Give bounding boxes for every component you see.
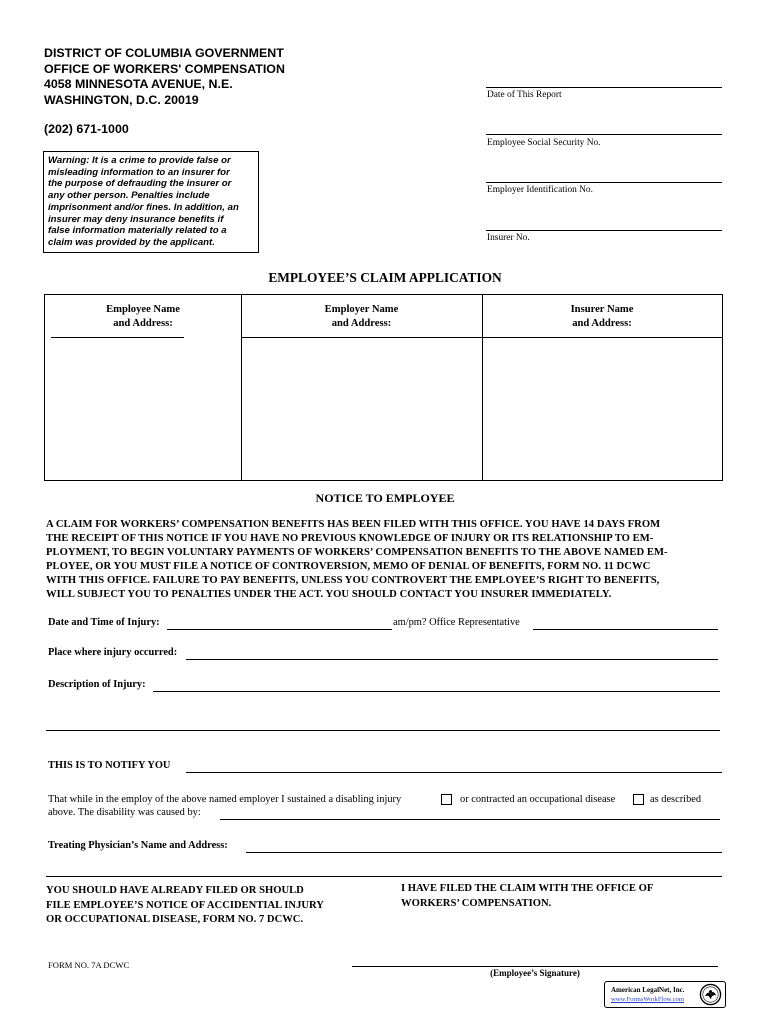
warning-line: claim was provided by the applicant. — [48, 236, 215, 248]
employer-address-field[interactable] — [242, 339, 482, 480]
disability-cause-field[interactable] — [220, 819, 720, 820]
form-title: EMPLOYEE’S CLAIM APPLICATION — [268, 270, 502, 285]
insurer-header-rule — [483, 337, 722, 338]
filed-claim-statement — [401, 882, 653, 911]
employer-header-line2: and Address: — [331, 318, 392, 329]
city-address: WASHINGTON, D.C. 20019 — [44, 92, 199, 107]
employee-header-line1: Employee Name — [106, 304, 180, 315]
warning-line: the purpose of defrauding the insurer or — [48, 178, 232, 190]
employee-header-rule — [51, 337, 184, 338]
as-described-text: as described — [650, 794, 702, 805]
notice-line: WITH THIS OFFICE. FAILURE TO PAY BENEFITS, UNLESS YOU CONTROVERT THE EMPLOYEE’S RIGHT TO BENEFITS, — [46, 575, 660, 586]
agency-name: DISTRICT OF COLUMBIA GOVERNMENT — [44, 46, 284, 60]
publisher-name: American LegalNet, Inc. — [611, 986, 685, 994]
insurer-number-field[interactable] — [486, 230, 722, 231]
warning-line: insurer may deny insurance benefits if — [48, 213, 224, 225]
disabling-injury-checkbox[interactable] — [441, 794, 452, 805]
notice-body — [46, 518, 726, 602]
date-of-report-field[interactable] — [486, 87, 722, 88]
reminder-line: OR OCCUPATIONAL DISEASE, FORM NO. 7 DCWC. — [46, 914, 304, 925]
reminder-line: YOU SHOULD HAVE ALREADY FILED OR SHOULD — [46, 885, 304, 896]
date-time-injury-field[interactable] — [167, 629, 392, 630]
agency-header — [44, 46, 285, 108]
disability-cause-label: above. The disability was caused by: — [48, 807, 201, 818]
file-notice-reminder — [46, 884, 324, 928]
insurer-header-line1: Insurer Name — [570, 304, 634, 315]
treating-physician-label: Treating Physician’s Name and Address: — [48, 840, 228, 851]
eagle-seal-icon — [699, 983, 722, 1006]
ampm-office-rep-label: am/pm? Office Representative — [393, 617, 520, 628]
notice-line: THE RECEIPT OF THIS NOTICE IF YOU HAVE NO PREVIOUS KNOWLEDGE OF INJURY OR ITS RELATIONSHIP TO EM- — [46, 533, 654, 544]
office-representative-field[interactable] — [533, 629, 718, 630]
employer-header — [241, 303, 482, 331]
notify-you-label: THIS IS TO NOTIFY YOU — [48, 760, 171, 771]
employee-signature-label: (Employee’s Signature) — [490, 968, 580, 978]
employ-statement-text: That while in the employ of the above named employer I sustained a disabling injury — [48, 794, 402, 805]
statement-line: WORKERS’ COMPENSATION. — [401, 897, 552, 909]
insurer-number-label: Insurer No. — [487, 233, 530, 243]
description-of-injury-field-line2[interactable] — [46, 730, 720, 731]
warning-line: Warning: It is a crime to provide false or — [48, 155, 231, 166]
employee-ssn-label: Employee Social Security No. — [487, 138, 601, 148]
employer-id-field[interactable] — [486, 182, 722, 183]
description-of-injury-field[interactable] — [153, 691, 720, 692]
treating-physician-field-line2[interactable] — [46, 876, 722, 877]
warning-line: imprisonment and/or fines. In addition, an — [48, 201, 239, 213]
form-number: FORM NO. 7A DCWC — [48, 960, 130, 970]
notify-you-field[interactable] — [186, 772, 722, 773]
publisher-url-link[interactable]: www.FormsWorkFlow.com — [611, 996, 684, 1003]
fraud-warning-box — [43, 151, 259, 253]
date-of-report-label: Date of This Report — [487, 90, 562, 100]
notice-line: PLOYEE, OR YOU MUST FILE A NOTICE OF CONTROVERSION, MEMO OF DENIAL OF BENEFITS, FORM NO. 11 DCWC — [46, 561, 651, 572]
employee-header — [45, 303, 241, 331]
notice-title: NOTICE TO EMPLOYEE — [315, 491, 455, 505]
notice-line: PLOYMENT, TO BEGIN VOLUNTARY PAYMENTS OF WORKERS’ COMPENSATION BENEFITS TO THE ABOVE NAMED EM- — [46, 547, 668, 558]
phone-number: (202) 671-1000 — [44, 122, 129, 136]
notice-line: WILL SUBJECT YOU TO PENALTIES UNDER THE ACT. YOU SHOULD CONTACT YOU INSURER IMMEDIATELY. — [46, 589, 612, 600]
employee-signature-field[interactable] — [352, 966, 718, 967]
employer-header-rule — [242, 337, 482, 338]
warning-line: any other person. Penalties include — [48, 190, 210, 202]
occupational-disease-text: or contracted an occupational disease — [460, 794, 616, 805]
employer-id-label: Employer Identification No. — [487, 185, 593, 195]
description-of-injury-label: Description of Injury: — [48, 679, 146, 690]
date-time-injury-label: Date and Time of Injury: — [48, 617, 160, 628]
warning-line: false information materially related to a — [48, 225, 227, 237]
notice-line: A CLAIM FOR WORKERS’ COMPENSATION BENEFITS HAS BEEN FILED WITH THIS OFFICE. YOU HAVE 14 DAYS FROM — [46, 519, 661, 530]
publisher-badge — [604, 981, 726, 1008]
office-name: OFFICE OF WORKERS' COMPENSATION — [44, 61, 285, 76]
insurer-header-line2: and Address: — [572, 318, 632, 329]
place-of-injury-field[interactable] — [186, 659, 718, 660]
employer-header-line1: Employer Name — [324, 304, 399, 315]
party-address-table — [44, 294, 723, 481]
street-address: 4058 MINNESOTA AVENUE, N.E. — [44, 77, 233, 91]
occupational-disease-checkbox[interactable] — [633, 794, 644, 805]
employee-ssn-field[interactable] — [486, 134, 722, 135]
treating-physician-field[interactable] — [246, 852, 722, 853]
warning-line: misleading information to an insurer for — [48, 166, 230, 178]
employee-address-field[interactable] — [45, 339, 241, 480]
insurer-address-field[interactable] — [483, 339, 722, 480]
statement-line: I HAVE FILED THE CLAIM WITH THE OFFICE OF — [401, 883, 654, 894]
place-of-injury-label: Place where injury occurred: — [48, 647, 178, 658]
employee-header-line2: and Address: — [113, 318, 173, 329]
reminder-line: FILE EMPLOYEE’S NOTICE OF ACCIDENTIAL INJURY — [46, 899, 324, 911]
insurer-header — [482, 303, 722, 331]
